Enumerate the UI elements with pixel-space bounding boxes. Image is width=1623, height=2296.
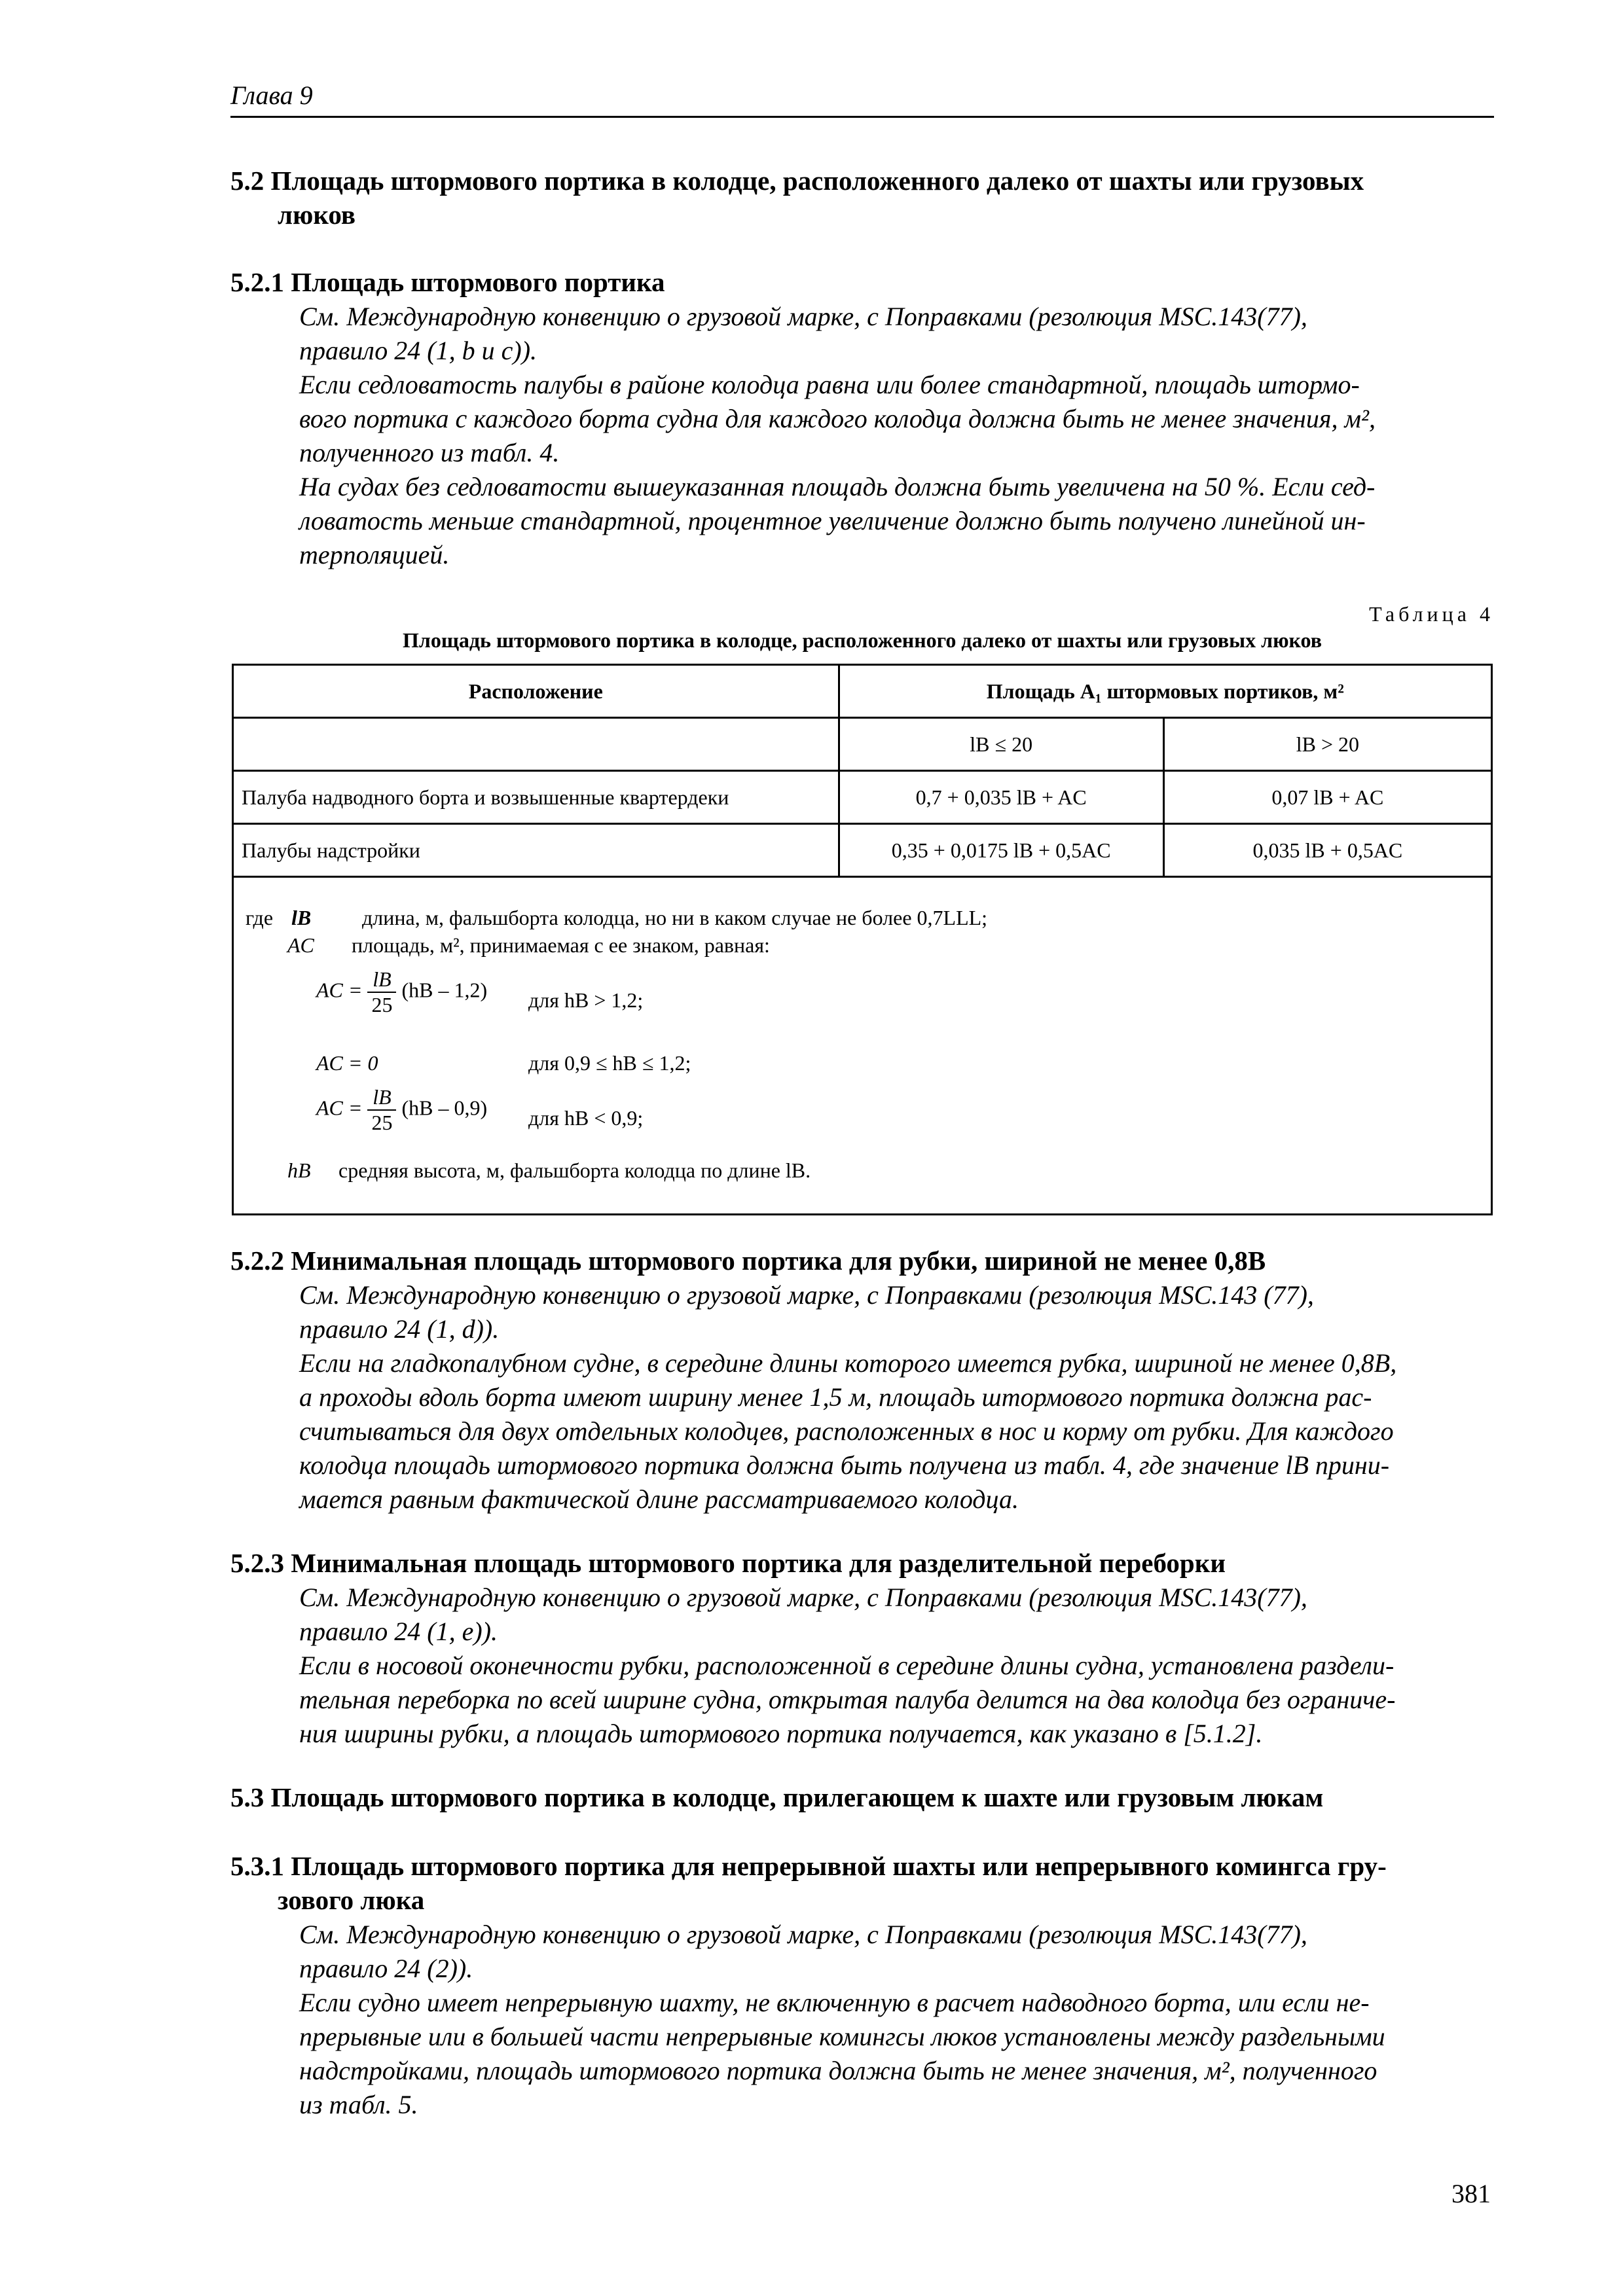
section-5-2-2-title: 5.2.2 Минимальная площадь штормового портика для рубки, шириной не менее 0,8B xyxy=(230,1246,1266,1276)
section-5-2-3-body xyxy=(299,1581,1494,1751)
para-line: См. Международную конвенцию о грузовой марке, с Поправками (резолюция MSC.143(77), xyxy=(299,1920,1307,1949)
para-line: правило 24 (1, b и c)). xyxy=(299,336,538,365)
definition-hb: средняя высота, м, фальшборта колодца по длине lB. xyxy=(338,1158,811,1182)
col-location-header: Расположение xyxy=(233,665,839,718)
definition-ac: площадь, м², принимаемая с ее знаком, равная: xyxy=(352,933,770,957)
row-value-2: 0,035 lB + 0,5AC xyxy=(1163,824,1491,877)
section-5-2-title-line2: люков xyxy=(278,200,356,230)
table-title: Площадь штормового портика в колодце, расположенного далеко от шахты или грузовых люков xyxy=(402,628,1322,652)
page-number: 381 xyxy=(1451,2179,1491,2208)
para-line: надстройками, площадь штормового портика должна быть не менее значения, м², полученного xyxy=(299,2056,1377,2085)
para-line: См. Международную конвенцию о грузовой марке, с Поправками (резолюция MSC.143(77), xyxy=(299,1583,1307,1612)
fraction-denominator: 25 xyxy=(371,1111,393,1134)
col-area-header: Площадь A₁ штормовых портиков, м² xyxy=(839,665,1491,718)
section-5-3-1-title-line2: зового люка xyxy=(278,1885,425,1915)
formula-1-lhs: AC = xyxy=(316,978,363,1002)
para-line: считываться для двух отдельных колодцев, расположенных в нос и корму от рубки. Для каждого xyxy=(299,1416,1394,1446)
table-row xyxy=(233,824,1492,877)
row-location: Палубы надстройки xyxy=(233,824,839,877)
formula-1-rhs: (hB – 1,2) xyxy=(401,978,488,1002)
para-line: мается равным фактической длине рассматриваемого колодца. xyxy=(299,1484,1019,1514)
para-line: На судах без седловатости вышеуказанная площадь должна быть увеличена на 50 %. Если сед- xyxy=(299,472,1376,501)
fraction-numerator: lB xyxy=(367,1085,396,1111)
formula-2-condition: для 0,9 ≤ hB ≤ 1,2; xyxy=(528,1051,691,1075)
section-5-2-1-title: 5.2.1 Площадь штормового портика xyxy=(230,267,665,297)
row-value-2: 0,07 lB + AC xyxy=(1163,771,1491,824)
para-line: Если седловатость палубы в районе колодца равна или более стандартной, площадь штормо- xyxy=(299,370,1360,399)
section-5-3-1-body xyxy=(299,1918,1494,2122)
para-line: Если на гладкопалубном судне, в середине длины которого имеется рубка, шириной не менее 0,8B, xyxy=(299,1348,1397,1378)
para-line: прерывные или в большей части непрерывные комингсы люков установлены между раздельными xyxy=(299,2022,1385,2051)
subcol-lb-gt-20: lB > 20 xyxy=(1163,718,1491,771)
section-5-2-1-body xyxy=(299,300,1494,572)
chapter-header: Глава 9 xyxy=(230,81,313,110)
para-line: ния ширины рубки, а площадь штормового портика получается, как указано в [5.1.2]. xyxy=(299,1719,1263,1748)
para-line: См. Международную конвенцию о грузовой марке, с Поправками (резолюция MSC.143 (77), xyxy=(299,1280,1314,1310)
formula-3-condition: для hB < 0,9; xyxy=(528,1106,644,1130)
para-line: вого портика с каждого борта судна для каждого колодца должна быть не менее значения, м², xyxy=(299,404,1376,433)
table-notes xyxy=(232,876,1493,1215)
para-line: правило 24 (1, d)). xyxy=(299,1314,500,1344)
symbol-hb: hB xyxy=(287,1158,311,1182)
row-location: Палуба надводного борта и возвышенные квартердеки xyxy=(233,771,839,824)
subcol-lb-le-20: lB ≤ 20 xyxy=(839,718,1163,771)
header-rule xyxy=(230,116,1494,118)
formula-3-rhs: (hB – 0,9) xyxy=(401,1096,488,1120)
section-5-2-title xyxy=(230,164,1494,232)
formula-1-condition: для hB > 1,2; xyxy=(528,988,644,1012)
section-5-3-title: 5.3 Площадь штормового портика в колодце, прилегающем к шахте или грузовым люкам xyxy=(230,1782,1324,1812)
para-line: из табл. 5. xyxy=(299,2090,418,2119)
empty-cell xyxy=(233,718,839,771)
para-line: правило 24 (2)). xyxy=(299,1954,473,1983)
para-line: терполяцией. xyxy=(299,540,450,569)
section-5-2-title-line1: 5.2 Площадь штормового портика в колодце, расположенного далеко от шахты или грузовых xyxy=(230,166,1364,196)
section-5-2-3-title: 5.2.3 Минимальная площадь штормового портика для разделительной переборки xyxy=(230,1548,1226,1578)
formula-1 xyxy=(316,967,487,1017)
table-subheader-row xyxy=(233,718,1492,771)
fraction-numerator: lB xyxy=(367,967,396,993)
para-line: ловатость меньше стандартной, процентное увеличение должно быть получено линейной ин- xyxy=(299,506,1366,535)
row-value-1: 0,35 + 0,0175 lB + 0,5AC xyxy=(839,824,1163,877)
para-line: колодца площадь штормового портика должна быть получена из табл. 4, где значение lB прини- xyxy=(299,1450,1390,1480)
formula-3-lhs: AC = xyxy=(316,1096,363,1120)
para-line: См. Международную конвенцию о грузовой марке, с Поправками (резолюция MSC.143(77), xyxy=(299,302,1307,331)
table-4 xyxy=(232,664,1493,878)
section-5-2-2-body xyxy=(299,1278,1494,1516)
fraction xyxy=(367,1085,396,1135)
formula-3 xyxy=(316,1085,487,1135)
table-header-row xyxy=(233,665,1492,718)
section-5-3-1-title-line1: 5.3.1 Площадь штормового портика для непрерывной шахты или непрерывного комингса гру- xyxy=(230,1851,1387,1881)
para-line: Если в носовой оконечности рубки, расположенной в середине длины судна, установлена раздели- xyxy=(299,1651,1395,1680)
table-row xyxy=(233,771,1492,824)
para-line: правило 24 (1, e)). xyxy=(299,1617,498,1646)
table-label: Таблица 4 xyxy=(1369,602,1494,626)
para-line: а проходы вдоль борта имеют ширину менее 1,5 м, площадь штормового портика должна рас- xyxy=(299,1382,1372,1412)
para-line: тельная переборка по всей ширине судна, открытая палуба делится на два колодца без ограниче- xyxy=(299,1685,1396,1714)
para-line: Если судно имеет непрерывную шахту, не включенную в расчет надводного борта, или если не- xyxy=(299,1988,1370,2017)
section-5-3-1-title xyxy=(230,1849,1494,1917)
fraction-denominator: 25 xyxy=(371,993,393,1016)
para-line: полученного из табл. 4. xyxy=(299,438,560,467)
fraction xyxy=(367,967,396,1017)
symbol-lb: lB xyxy=(291,906,312,929)
row-value-1: 0,7 + 0,035 lB + AC xyxy=(839,771,1163,824)
notes-where: где xyxy=(246,906,274,929)
formula-2-lhs: AC = 0 xyxy=(316,1051,378,1075)
symbol-ac: AC xyxy=(287,933,314,957)
definition-lb: длина, м, фальшборта колодца, но ни в каком случае не более 0,7LLL; xyxy=(362,906,988,929)
